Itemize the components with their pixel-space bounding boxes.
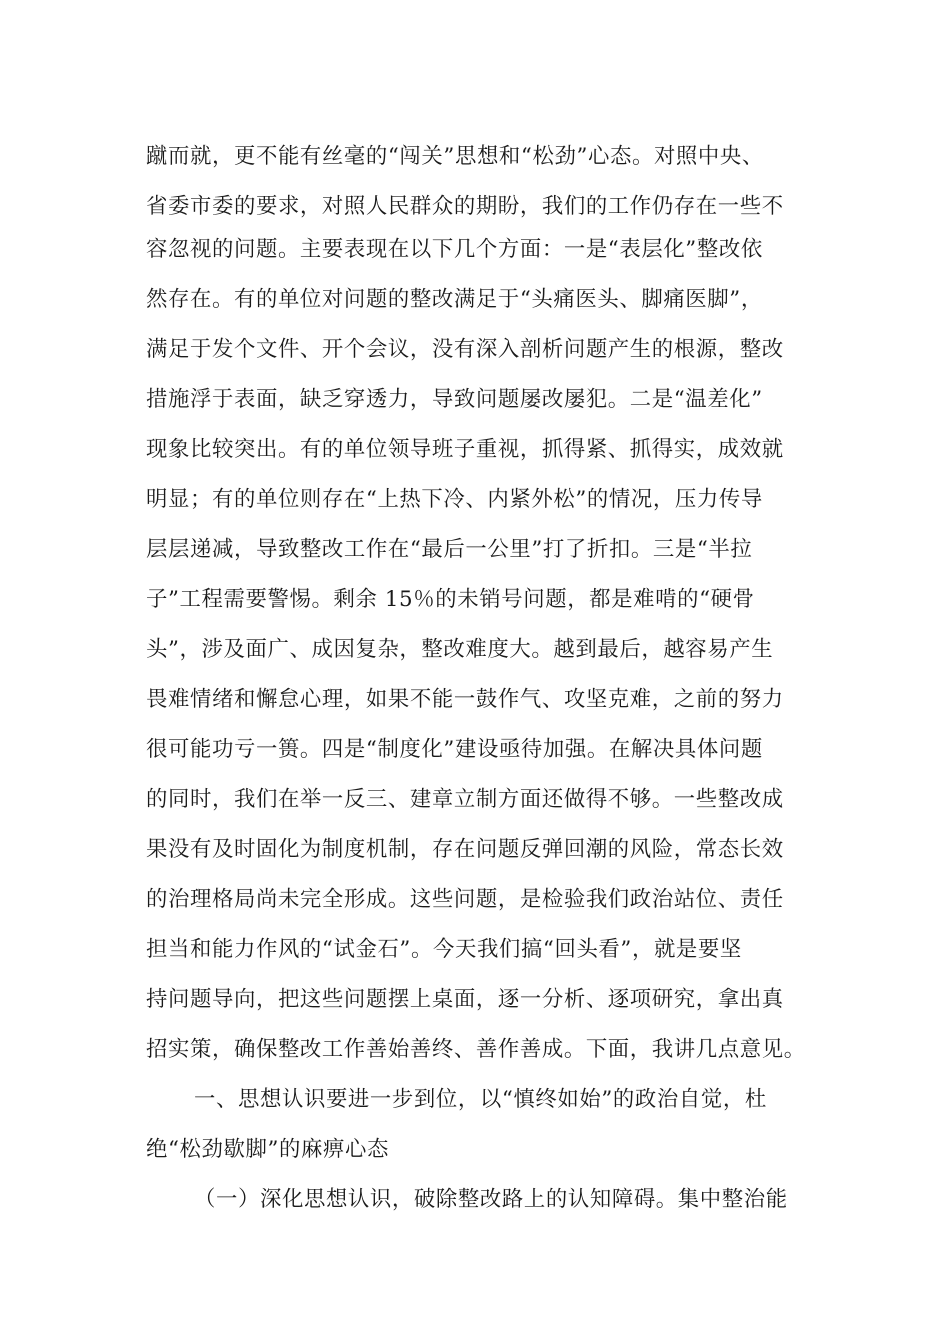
body-text-line: 的治理格局尚未完全形成。这些问题，是检验我们政治站位、责任 — [146, 887, 784, 912]
body-text-line: 满足于发个文件、开个会议，没有深入剖析问题产生的根源，整改 — [146, 337, 784, 362]
body-text-line: 容忽视的问题。主要表现在以下几个方面：一是“表层化”整改依 — [146, 237, 763, 262]
subsection-heading: （一）深化思想认识，破除整改路上的认知障碍。集中整治能 — [194, 1187, 788, 1212]
body-text-line: 措施浮于表面，缺乏穿透力，导致问题屡改屡犯。二是“温差化” — [146, 387, 763, 412]
body-text-line: 果没有及时固化为制度机制，存在问题反弹回潮的风险，常态长效 — [146, 837, 784, 862]
body-text-line: 头”，涉及面广、成因复杂，整改难度大。越到最后，越容易产生 — [146, 637, 774, 662]
body-text-line: 层层递减，导致整改工作在“最后一公里”打了折扣。三是“半拉 — [146, 537, 753, 562]
body-text-line: 然存在。有的单位对问题的整改满足于“头痛医头、脚痛医脚”， — [146, 287, 763, 312]
body-text-line: 担当和能力作风的“试金石”。今天我们搞“回头看”，就是要坚 — [146, 937, 742, 962]
body-text-line: 招实策，确保整改工作善始善终、善作善成。下面，我讲几点意见。 — [146, 1037, 806, 1062]
body-text-line: 省委市委的要求，对照人民群众的期盼，我们的工作仍存在一些不 — [146, 194, 784, 219]
body-text-line: 现象比较突出。有的单位领导班子重视，抓得紧、抓得实，成效就 — [146, 437, 784, 462]
body-text-line: 蹴而就，更不能有丝毫的“闯关”思想和“松劲”心态。对照中央、 — [146, 144, 764, 169]
body-text-line: 子”工程需要警惕。剩余 15％的未销号问题，都是难啃的“硬骨 — [146, 587, 755, 612]
body-text-line: 持问题导向，把这些问题摆上桌面，逐一分析、逐项研究，拿出真 — [146, 987, 784, 1012]
body-text-line: 明显；有的单位则存在“上热下冷、内紧外松”的情况，压力传导 — [146, 487, 763, 512]
section-heading-continued: 绝“松劲歇脚”的麻痹心态 — [146, 1137, 389, 1162]
body-text-line: 的同时，我们在举一反三、建章立制方面还做得不够。一些整改成 — [146, 787, 784, 812]
body-text-line: 畏难情绪和懈怠心理，如果不能一鼓作气、攻坚克难，之前的努力 — [146, 687, 784, 712]
section-heading: 一、思想认识要进一步到位，以“慎终如始”的政治自觉，杜 — [194, 1087, 767, 1112]
body-text-line: 很可能功亏一篑。四是“制度化”建设亟待加强。在解决具体问题 — [146, 737, 763, 762]
